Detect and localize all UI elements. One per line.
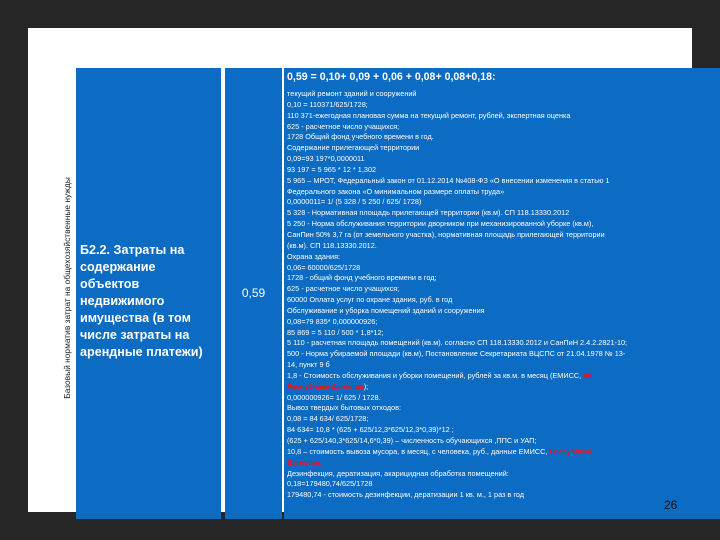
detail-line: 625 - расчетное число учащихся;: [287, 121, 400, 131]
detail-line: 5 328 - Нормативная площадь прилегающей территории (кв.м). СП 118.13330.2012: [287, 208, 570, 218]
detail-line: 0,000000926= 1/ 625 / 1728.: [287, 392, 381, 402]
detail-line: Обслуживание и уборка помещений зданий и сооружения: [287, 305, 485, 315]
detail-line: 10,8 – стоимость вывоза мусора, в месяц, с человека, руб., данные ЕМИСС, Республика: [287, 446, 592, 456]
detail-line: СанПин 50% 3,7 га (от земельного участка), нормативная площадь прилегающей территории: [287, 229, 605, 239]
detail-line: 60000 Оплата услуг по охране здания, руб. в год: [287, 295, 453, 305]
detail-line: 0,0000011= 1/ (5 328 / 5 250 / 625/ 1728): [287, 197, 422, 207]
detail-line: 5 965 – МРОТ, Федеральный закон от 01.12.2014 №408-ФЗ «О внесении изменения в статью 1: [287, 175, 610, 185]
detail-line: (кв.м). СП 118.13330.2012.: [287, 240, 377, 250]
detail-line: 14, пункт 9 б: [287, 360, 330, 370]
detail-line: текущий ремонт зданий и сооружений: [287, 89, 417, 98]
detail-line: 110 371-ежегодная плановая сумма на текущий ремонт, рублей, экспертная оценка: [287, 110, 571, 120]
detail-line: 0,18=179480,74/625/1728: [287, 479, 373, 489]
detail-line: Республике Дагестан);: [287, 381, 369, 391]
region-highlight: по: [583, 370, 593, 380]
detail-line: 625 - расчетное число учащихся;: [287, 284, 400, 294]
detail-line: 179480,74 - стоимость дезинфекции, дератизации 1 кв. м., 1 раз в год: [287, 490, 524, 500]
section-title: Б2.2. Затраты на содержание объектов недвижимого имущества (в том числе затраты на арендные платежи): [80, 243, 203, 359]
detail-line: 0,06= 60000/625/1728: [287, 262, 361, 272]
detail-line: 5 250 - Норма обслуживания территории дворником при механизированной уборке (кв.м),: [287, 219, 594, 229]
section-column: [76, 68, 221, 519]
detail-line: 1728 Общий фонд учебного времени в год.: [287, 132, 434, 142]
detail-line: [287, 458, 719, 469]
region-highlight: Дагестан.: [287, 457, 322, 467]
detail-line: Вывоз твердых бытовых отходов:: [287, 403, 401, 413]
detail-line: 0,08=79 835* 0,000000926;: [287, 316, 378, 326]
detail-line: 0,09=93 197*0,0000011: [287, 154, 365, 164]
rate-column: [225, 68, 282, 519]
detail-line: Федерального закона «О минимальном размере оплаты труда»: [287, 186, 505, 196]
detail-line: 5 110 - расчетная площадь помещений (кв.м). согласно СП 118.13330.2012 и СанПиН 2.4.2.2821-10;: [287, 338, 628, 348]
detail-line: 84 634= 10,8 * (625 + 625/12,3*625/12,3*0,39)*12 ;: [287, 425, 454, 435]
calculation-column: [284, 68, 720, 519]
detail-line: 1728 - общий фонд учебного времени в год;: [287, 273, 437, 283]
page-number: 26: [664, 498, 678, 512]
detail-line: 500 - Норма убираемой площади (кв.м), Постановление Секретариата ВЦСПС от 21.04.1978 № 13-: [287, 349, 626, 359]
detail-line: 0,08 = 84 634/ 625/1728;: [287, 414, 369, 424]
detail-line: 93 197 = 5 965 * 12 * 1,302: [287, 164, 377, 174]
region-highlight: Республика: [549, 446, 592, 456]
detail-line: 85 869 = 5 110 / 500 * 1,8*12;: [287, 327, 384, 337]
formula-header: 0,59 = 0,10+ 0,09 + 0,06 + 0,08+ 0,08+0,18:: [287, 71, 496, 83]
region-highlight: Республике Дагестан: [287, 381, 364, 391]
calculation-detail: [287, 89, 719, 501]
detail-line: 0,10 = 110371/625/1728;: [287, 99, 368, 109]
detail-line: Охрана здания:: [287, 251, 341, 261]
vertical-label: Базовый норматив затрат на общехозяйственные нужды: [62, 177, 72, 399]
detail-line: Дезинфекция, дератизация, акарицидная обработка помещений:: [287, 468, 509, 478]
detail-line: 1,8 - Стоимость обслуживания и уборки помещений, рублей за кв.м. в месяц (ЕМИСС, по: [287, 370, 593, 380]
rate-value: 0,59: [241, 286, 266, 300]
slide: [28, 28, 692, 512]
detail-line: (625 + 625/140,3*625/14,6*0,39) – численность обучающихся ,ППС и УАП;: [287, 436, 537, 445]
detail-line: Содержание прилегающей территории: [287, 143, 420, 153]
